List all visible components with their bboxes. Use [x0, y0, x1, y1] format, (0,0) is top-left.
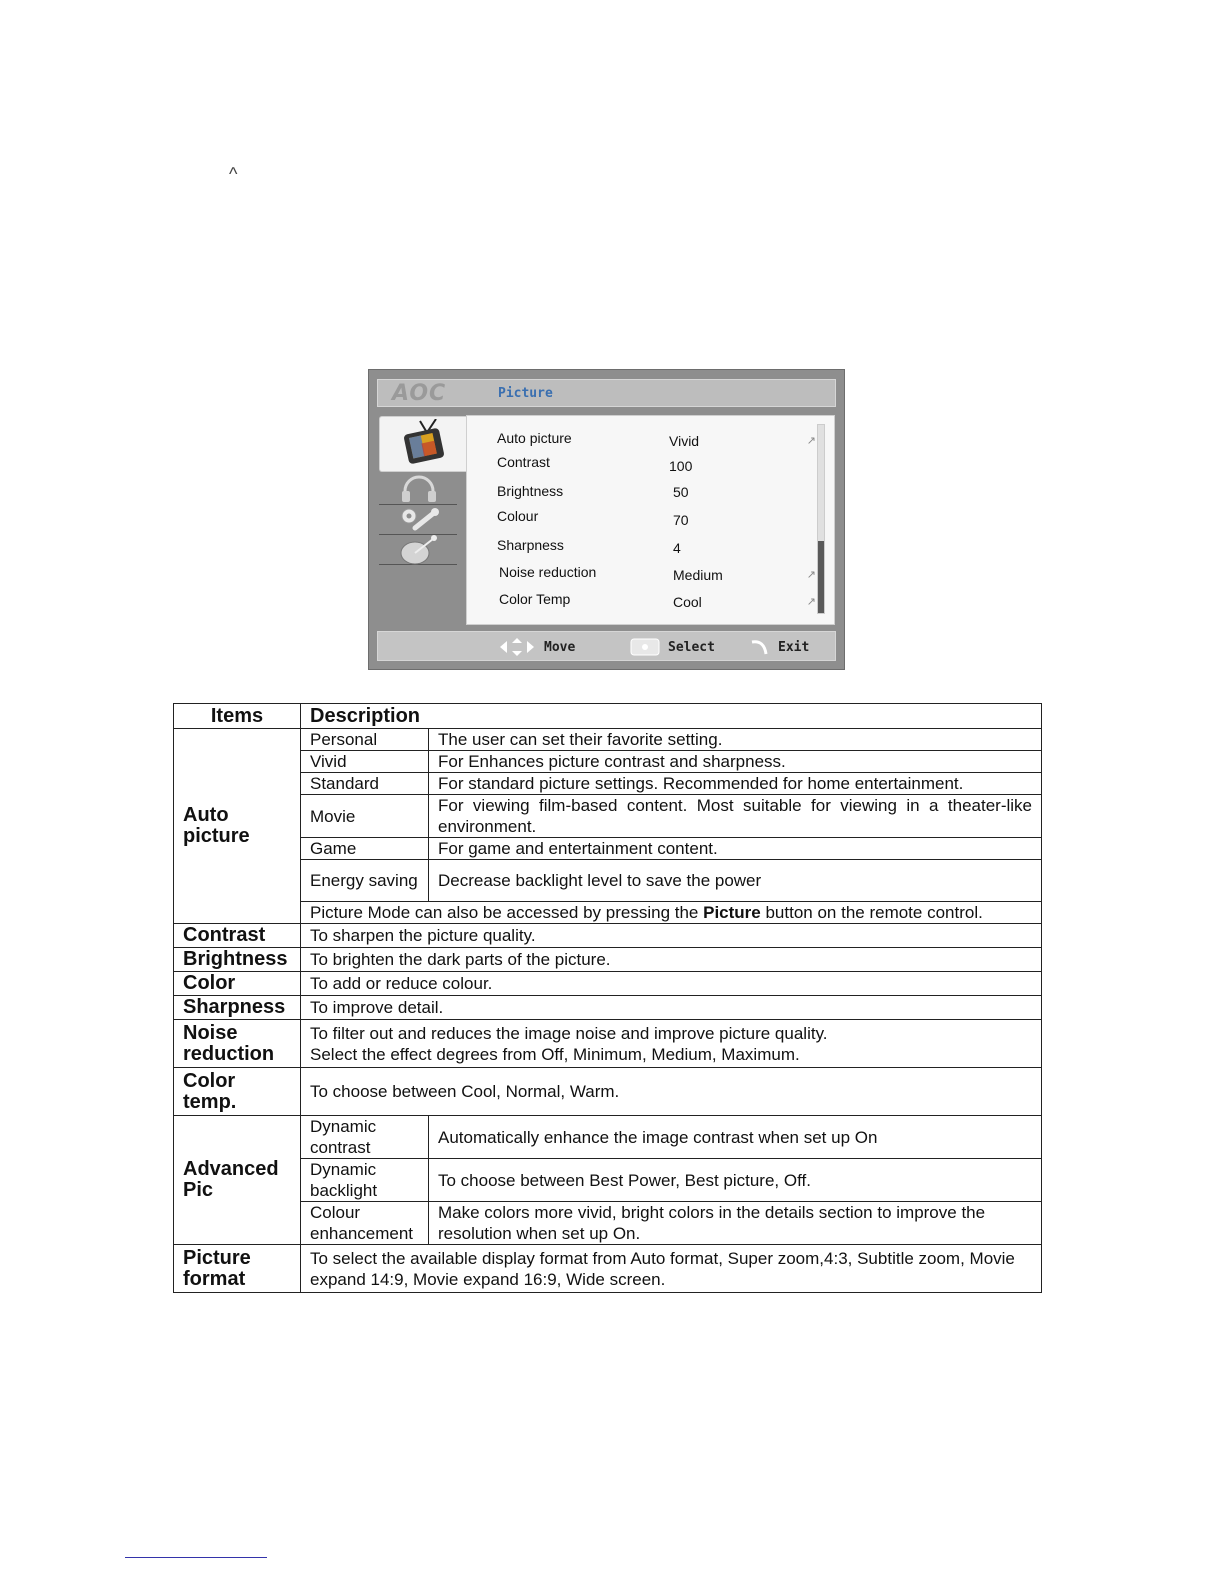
osd-row-auto-picture[interactable]: Auto picture Vivid ↗ — [497, 430, 816, 449]
exit-return-icon — [750, 638, 770, 656]
item-noise-reduction: Noise reduction — [174, 1020, 301, 1068]
mode-desc: The user can set their favorite setting. — [429, 729, 1042, 751]
item-desc: To select the available display format from Auto format, Super zoom,4:3, Subtitle zoom, Movie expand 14:9, Movie expand 16:9, Wide screen. — [301, 1245, 1042, 1293]
option-desc: To choose between Best Power, Best picture, Off. — [429, 1159, 1042, 1202]
osd-row-contrast[interactable]: Contrast 100 — [497, 454, 693, 474]
osd-picture-menu — [368, 369, 845, 670]
option-name: Dynamic contrast — [301, 1116, 429, 1159]
satellite-dish-icon — [397, 535, 441, 565]
mode-desc: Decrease backlight level to save the power — [429, 860, 1042, 902]
mode-desc: For viewing film-based content. Most suitable for viewing in a theater-like environment. — [429, 795, 1042, 838]
osd-row-sharpness[interactable]: Sharpness 4 — [497, 537, 681, 556]
mode-name: Vivid — [301, 751, 429, 773]
table-row — [174, 948, 1042, 972]
table-row — [174, 1068, 1042, 1116]
header-items: Items — [174, 704, 301, 729]
item-advanced-pic: Advanced Pic — [174, 1116, 301, 1245]
exit-hint: Exit — [750, 638, 809, 656]
osd-settings-panel — [466, 415, 835, 625]
tab-setup[interactable] — [379, 505, 457, 535]
mode-desc: For game and entertainment content. — [429, 838, 1042, 860]
item-auto-picture: Auto picture — [174, 729, 301, 924]
osd-category-tabs — [377, 416, 467, 576]
mode-name: Standard — [301, 773, 429, 795]
auto-picture-note: Picture Mode can also be accessed by pressing the Picture button on the remote control. — [301, 902, 1042, 924]
table-row — [174, 751, 1042, 773]
osd-title: Picture — [498, 386, 553, 401]
mode-name: Personal — [301, 729, 429, 751]
scrollbar-thumb[interactable] — [818, 541, 824, 613]
tab-picture[interactable] — [379, 416, 469, 472]
select-hint: Select — [630, 638, 715, 656]
item-desc: To choose between Cool, Normal, Warm. — [301, 1068, 1042, 1116]
item-contrast: Contrast — [174, 924, 301, 948]
submenu-arrow-icon: ↗ — [806, 596, 816, 608]
osd-row-noise-reduction[interactable]: Noise reduction Medium ↗ — [499, 564, 816, 583]
table-row — [174, 972, 1042, 996]
submenu-arrow-icon: ↗ — [806, 569, 816, 581]
table-row — [174, 1245, 1042, 1293]
osd-footer — [377, 631, 836, 661]
osd-row-brightness[interactable]: Brightness 50 — [497, 483, 689, 500]
table-row — [174, 1116, 1042, 1159]
osd-scrollbar[interactable] — [817, 424, 825, 614]
item-desc: To add or reduce colour. — [301, 972, 1042, 996]
item-desc: To sharpen the picture quality. — [301, 924, 1042, 948]
caret-mark: ^ — [229, 164, 238, 184]
headphones-icon — [399, 475, 439, 503]
move-arrows-icon — [498, 638, 536, 656]
picture-settings-table — [173, 703, 1042, 1293]
table-row — [174, 1202, 1042, 1245]
option-desc: Automatically enhance the image contrast when set up On — [429, 1116, 1042, 1159]
table-header-row — [174, 704, 1042, 729]
aoc-logo: AOC — [392, 381, 447, 406]
submenu-arrow-icon: ↗ — [806, 435, 816, 447]
mode-name: Movie — [301, 795, 429, 838]
table-row — [174, 729, 1042, 751]
select-button-icon — [630, 638, 660, 656]
osd-row-color-temp[interactable]: Color Temp Cool ↗ — [499, 591, 816, 610]
option-name: Dynamic backlight — [301, 1159, 429, 1202]
table-row — [174, 860, 1042, 902]
mode-desc: For Enhances picture contrast and sharpness. — [429, 751, 1042, 773]
header-description: Description — [301, 704, 1042, 729]
item-desc: To brighten the dark parts of the picture. — [301, 948, 1042, 972]
move-hint: Move — [498, 638, 575, 656]
table-row — [174, 902, 1042, 924]
tv-icon — [402, 419, 450, 469]
mode-name: Energy saving — [301, 860, 429, 902]
footer-rule — [125, 1557, 267, 1558]
item-picture-format: Picture format — [174, 1245, 301, 1293]
table-row — [174, 1020, 1042, 1068]
table-row — [174, 996, 1042, 1020]
osd-titlebar — [377, 379, 836, 407]
item-desc: To filter out and reduces the image noise and improve picture quality. Select the effect degrees from Off, Minimum, Medium, Maximum. — [301, 1020, 1042, 1068]
item-brightness: Brightness — [174, 948, 301, 972]
item-desc: To improve detail. — [301, 996, 1042, 1020]
tab-sound[interactable] — [379, 475, 457, 505]
option-name: Colour enhancement — [301, 1202, 429, 1245]
tools-icon — [397, 506, 441, 534]
item-color: Color — [174, 972, 301, 996]
table-row — [174, 1159, 1042, 1202]
item-sharpness: Sharpness — [174, 996, 301, 1020]
table-row — [174, 838, 1042, 860]
table-row — [174, 773, 1042, 795]
osd-row-colour[interactable]: Colour 70 — [497, 508, 689, 528]
option-desc: Make colors more vivid, bright colors in the details section to improve the resolution when set up On. — [429, 1202, 1042, 1245]
item-color-temp: Color temp. — [174, 1068, 301, 1116]
mode-desc: For standard picture settings. Recommended for home entertainment. — [429, 773, 1042, 795]
tab-channel[interactable] — [379, 535, 457, 565]
table-row — [174, 924, 1042, 948]
mode-name: Game — [301, 838, 429, 860]
table-row — [174, 795, 1042, 838]
